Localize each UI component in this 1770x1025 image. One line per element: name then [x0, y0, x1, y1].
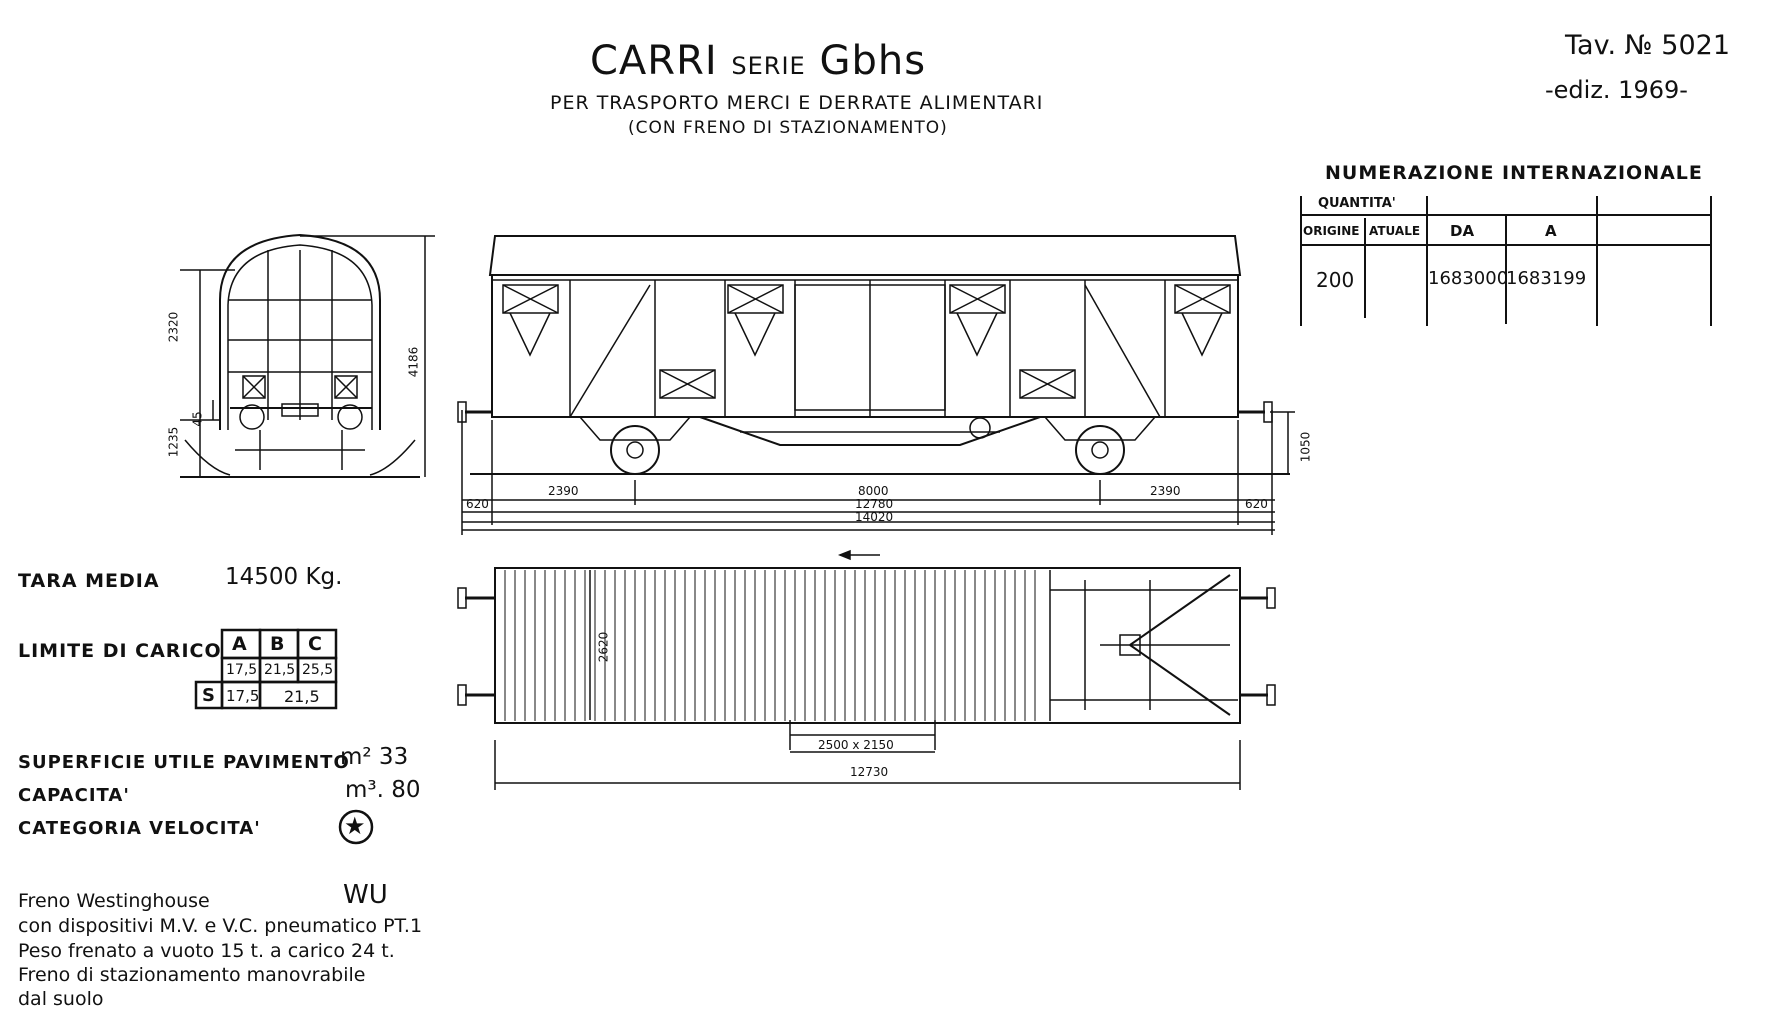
dim-right-axle: 2390	[1150, 484, 1181, 498]
dim-door-opening: 2500 x 2150	[818, 738, 894, 752]
tara-value: 14500 Kg.	[225, 564, 343, 590]
limite-label: LIMITE DI CARICO	[18, 640, 222, 662]
page-subtitle-2: (CON FRENO DI STAZIONAMENTO)	[628, 118, 948, 138]
numbering-col-origine: ORIGINE	[1303, 224, 1360, 238]
brake-line-4: Freno di stazionamento manovrabile	[18, 964, 366, 986]
limite-header-b: B	[270, 633, 285, 655]
limite-header-a: A	[232, 633, 247, 655]
star-icon: ★	[344, 812, 366, 840]
tara-label: TARA MEDIA	[18, 570, 160, 592]
limite-value-a: 17,5	[226, 662, 258, 678]
velocita-label: CATEGORIA VELOCITA'	[18, 818, 261, 839]
table-number: Tav. № 5021	[1565, 30, 1730, 61]
brake-line-3: Peso frenato a vuoto 15 t. a carico 24 t.	[18, 940, 395, 962]
dim-body-length: 12780	[855, 497, 894, 511]
edition-label: -ediz. 1969-	[1545, 76, 1688, 104]
numbering-value-a: 1683199	[1506, 268, 1587, 289]
capacita-value: m³. 80	[345, 777, 421, 803]
brake-line-5: dal suolo	[18, 988, 104, 1010]
brake-line-1: Freno Westinghouse	[18, 890, 210, 912]
limite-s-label: S	[202, 685, 215, 706]
dim-end-upper: 2320	[166, 311, 181, 343]
dim-left-axle: 2390	[548, 484, 579, 498]
numbering-value-origine: 200	[1316, 268, 1355, 292]
dim-right-overhang: 620	[1245, 497, 1268, 511]
numbering-col-da: DA	[1450, 222, 1475, 240]
end-view	[180, 235, 435, 477]
dim-end-lower: 1235	[166, 426, 181, 458]
vent-frames	[503, 285, 1230, 398]
dim-end-total: 4186	[406, 346, 421, 378]
dim-plan-width: 2620	[596, 631, 611, 663]
limite-header-c: C	[308, 633, 322, 655]
plan-view	[458, 551, 1275, 790]
superficie-value: m² 33	[340, 744, 409, 770]
plan-slats	[505, 570, 1035, 721]
numbering-title: NUMERAZIONE INTERNAZIONALE	[1325, 162, 1703, 184]
brake-line-2: con dispositivi M.V. e V.C. pneumatico PT.1	[18, 915, 423, 937]
limite-s-value-bc: 21,5	[284, 687, 320, 706]
capacita-label: CAPACITA'	[18, 785, 130, 806]
brake-line-1-value: WU	[343, 880, 388, 910]
dim-overall-length: 14020	[855, 510, 894, 524]
numbering-col-a: A	[1545, 222, 1557, 240]
page-subtitle: PER TRASPORTO MERCI E DERRATE ALIMENTARI	[550, 92, 1044, 114]
numbering-value-da: 1683000	[1428, 268, 1509, 289]
title-code: Gbhs	[819, 38, 927, 84]
superficie-label: SUPERFICIE UTILE PAVIMENTO	[18, 752, 350, 773]
title-serie: SERIE	[731, 52, 806, 80]
limite-value-b: 21,5	[264, 662, 296, 678]
dim-left-overhang: 620	[466, 497, 489, 511]
dim-wheelbase: 8000	[858, 484, 889, 498]
dim-plan-length: 12730	[850, 765, 889, 779]
limite-value-c: 25,5	[302, 662, 334, 678]
numbering-col-atuale: ATUALE	[1369, 224, 1421, 238]
dim-buffer-height: 1050	[1298, 431, 1313, 463]
numbering-group-header: QUANTITA'	[1318, 196, 1396, 211]
dim-end-small: 45	[190, 411, 205, 427]
limite-s-value-a: 17,5	[226, 687, 260, 705]
title-main: CARRI	[590, 38, 718, 84]
